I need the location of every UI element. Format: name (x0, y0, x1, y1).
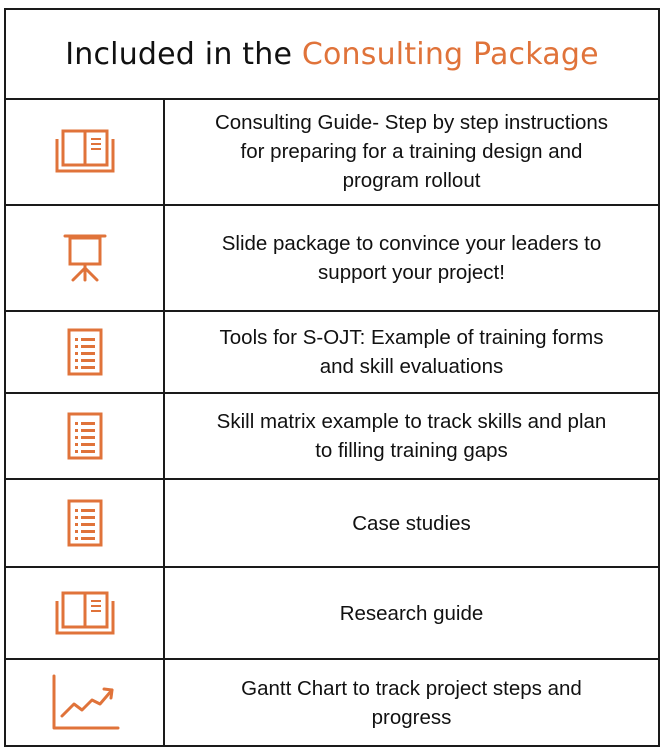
title-prefix: Included in the (65, 36, 302, 72)
icon-cell (6, 568, 165, 658)
row-line: Case studies (352, 511, 471, 535)
icon-cell (6, 480, 165, 566)
row-description (165, 568, 658, 658)
icon-cell (6, 98, 165, 204)
row-line: Research guide (339, 601, 484, 625)
trend-chart-icon (50, 674, 120, 732)
row-description (165, 394, 658, 478)
icon-cell (6, 206, 165, 310)
row-line: progress (371, 705, 452, 729)
table-row-consulting-guide (6, 98, 658, 206)
row-description (165, 312, 658, 392)
icon-cell (6, 394, 165, 478)
row-description (165, 206, 658, 310)
row-line: to filling training gaps (315, 439, 508, 462)
icon-cell (6, 312, 165, 392)
presentation-board-icon (61, 232, 109, 284)
icon-cell (6, 660, 165, 745)
table-row-gantt-chart (6, 660, 658, 745)
checklist-icon (65, 327, 105, 377)
table-row-research-guide (6, 568, 658, 660)
row-line: support your project! (318, 261, 505, 284)
table-title (6, 10, 658, 100)
row-line: Slide package to convince your leaders to (221, 232, 602, 255)
row-description (165, 480, 658, 566)
table-row-sojt-tools (6, 312, 658, 394)
title-accent: Consulting Package (301, 36, 599, 72)
row-description (165, 98, 658, 204)
row-line: Skill matrix example to track skills and plan (216, 410, 607, 433)
table-row-skill-matrix (6, 394, 658, 480)
package-table (4, 8, 660, 747)
row-line: Tools for S-OJT: Example of training forms (219, 326, 604, 349)
row-line: for preparing for a training design and (240, 139, 583, 163)
book-icon (53, 589, 117, 637)
checklist-icon (65, 411, 105, 461)
table-row-case-studies (6, 480, 658, 568)
book-icon (53, 127, 117, 175)
row-line: and skill evaluations (319, 355, 504, 378)
row-description (165, 660, 658, 745)
row-line: Consulting Guide- Step by step instructions (214, 110, 609, 134)
checklist-icon (65, 498, 105, 548)
row-line: program rollout (342, 168, 481, 192)
row-line: Gantt Chart to track project steps and (241, 676, 582, 700)
table-row-slide-package (6, 206, 658, 312)
